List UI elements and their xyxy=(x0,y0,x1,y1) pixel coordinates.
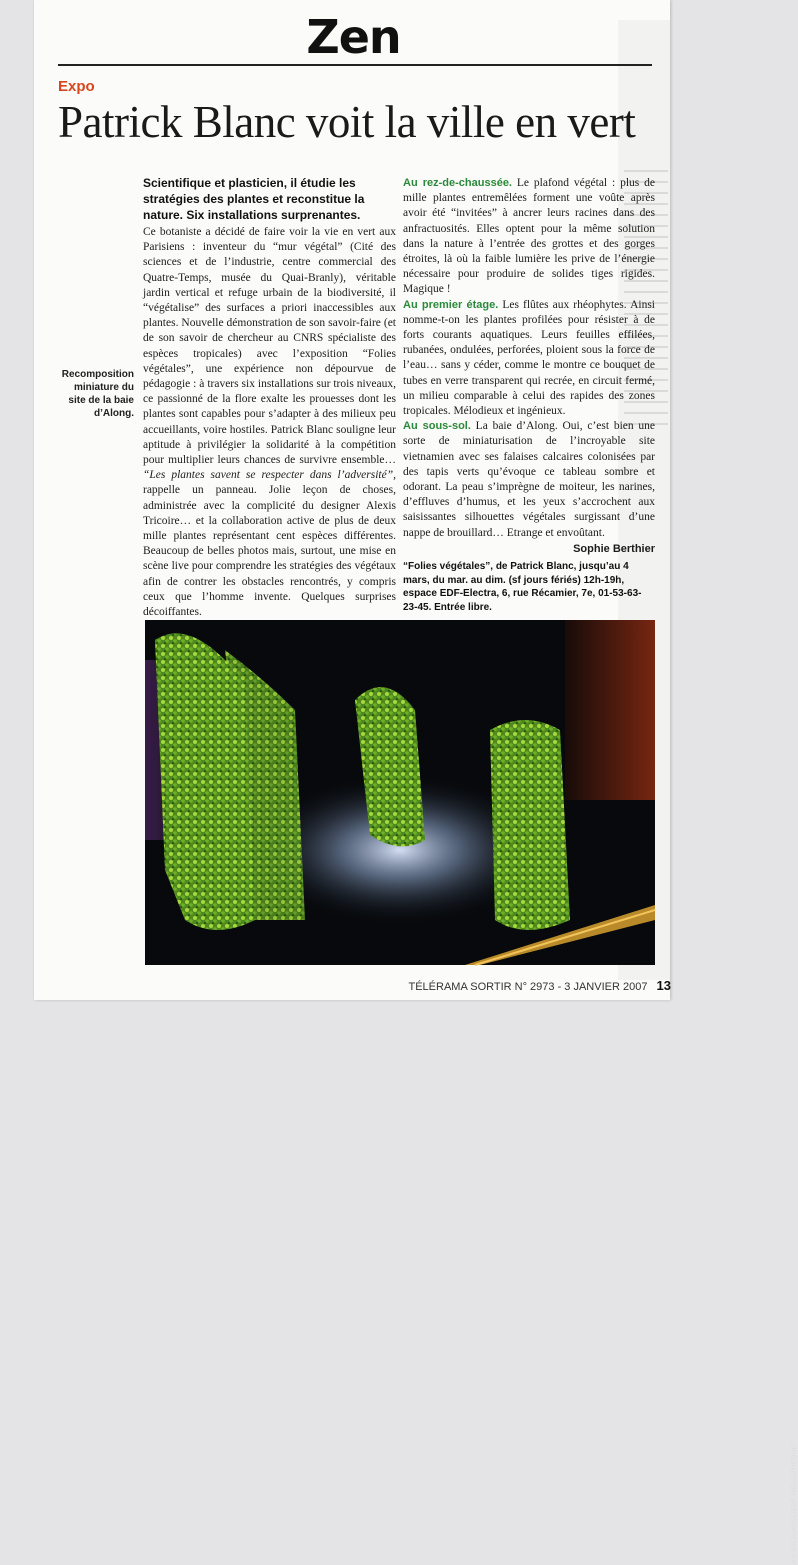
header-rule xyxy=(58,64,652,66)
section-premier-etage xyxy=(403,298,655,420)
section-text: Le plafond végétal : plus de mille plantes entremêlées forment une voûte après avoir été “invitées” à ancrer leurs racines dans des anfractuosités. Elles optent pour la même solution dans la nature à l’entrée des grottes et des gorges étroites, là où la faible lumière les prive de l’énergie nécessaire pour produire de solides tiges rigides. Magique ! xyxy=(403,177,656,296)
lead-paragraph: Scientifique et plasticien, il étudie les stratégies des plantes et reconstitue la nature. Six installations surprenantes. xyxy=(143,176,365,222)
page-number: 13 xyxy=(656,978,671,993)
body-text: Ce botaniste a décidé de faire voir la vie en vert aux Parisiens : inventeur du “mur végétal” (Cité des sciences et de l’industrie, centre commercial des Quatre-Temps, musée du Quai-Branly), véritable jardin vertical et refuge urbain de la biodiversité, il “végétalise” des surfaces a priori inaccessibles aux plantes. Nouvelle démonstration de son savoir-faire (et de son savoir de chercheur au CNRS spécialiste des espèces tropicales) avec l’exposition “Folies végétales”, une expérience non dépourvue de pédagogie : à travers six installations sur trois niveaux, ce passionné de la flore exalte les prouesses dont les plantes sont capables pour s’adapter à des milieux peu accueillants, voire hostiles. Patrick Blanc souligne leur aptitude à privilégier la solidarité à la compétition pour multiplier leurs chances de survivre ensemble… xyxy=(143,226,396,467)
section-label: Au sous-sol. xyxy=(403,420,471,433)
photo-credit: JULIEN DANIEL/EDF MÉDIATHÈQUE xyxy=(791,1444,798,1565)
headline: Patrick Blanc voit la ville en vert xyxy=(58,97,636,147)
publication-info: TÉLÉRAMA SORTIR N° 2973 - 3 JANVIER 2007 xyxy=(408,981,648,993)
section-rez-de-chaussee xyxy=(403,176,655,298)
page-footer xyxy=(409,978,672,993)
section-label: Au premier étage. xyxy=(403,298,499,311)
photo-caption: Recomposition miniature du site de la baie d’Along. xyxy=(61,369,134,419)
practical-info: “Folies végétales”, de Patrick Blanc, jusqu’au 4 mars, du mar. au dim. (sf jours fériés) 12h-19h, espace EDF-Electra, 6, rue Récamier, 7e, 01-53-63-23-45. Entrée libre. xyxy=(403,561,642,613)
section-title: Zen xyxy=(306,10,401,64)
body-column-2 xyxy=(403,176,655,557)
body-column-1 xyxy=(143,225,396,620)
section-sous-sol xyxy=(403,419,655,541)
body-text: rappelle un panneau. Jolie leçon de choses, administrée avec la complicité du designer Alexis Tricoire… et la collaboration active de plus de deux mille plantes représentant cent espèces différentes. Beaucoup de belles photos mais, surtout, une mise en scène live pour comprendre les stratégies des végétaux afin de contrer les obstacles rencontrés, y compris ceux que l’homme invente. Quelques surprises décoiffantes. xyxy=(143,484,396,619)
kicker: Expo xyxy=(58,78,95,95)
section-text: Les flûtes aux rhéophytes. Ainsi nomme-t-on les plantes profilées pour résister à de forts courants aquatiques. Leurs feuilles effilées, rubanées, ondulées, perforées, ploient sous la force de l’eau… sans y céder, comme le montre ce bouquet de tubes en verre transparent qui recrée, en circuit fermé, un milieu comparable à celui des rapides des zones tropicales. Mélodieux et ingénieux. xyxy=(403,298,655,418)
section-label: Au rez-de-chaussée. xyxy=(403,177,512,189)
author-signature: Sophie Berthier xyxy=(573,542,655,555)
photo-illustration xyxy=(145,620,655,965)
pull-quote: “Les plantes savent se respecter dans l’adversité”, xyxy=(143,469,396,482)
section-text: La baie d’Along. Oui, c’est bien une sorte de miniaturisation de l’incroyable site vietnamien avec ses falaises calcaires colonisées par des tapis verts qu’évoque ce tableau sombre et odorant. La peau s’imprègne de moiteur, les narines, d’effluves d’humus, et les yeux s’accrochent aux saisissantes silhouettes végétales surgissant d’une nappe de brouillard… Etrange et envoûtant. xyxy=(403,420,655,539)
body-paragraph xyxy=(143,225,396,620)
